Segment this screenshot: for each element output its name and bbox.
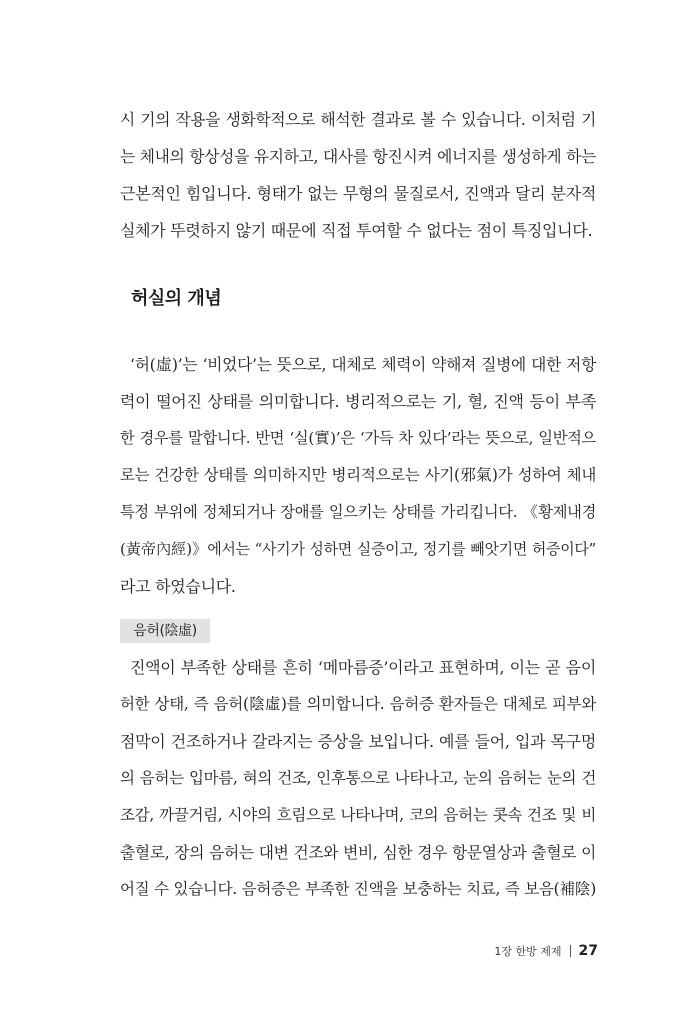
page-footer xyxy=(494,943,598,959)
paragraph-concept xyxy=(120,346,596,605)
text-line: (黃帝內經)》에서는 “사기가 성하면 실증이고, 정기를 빼앗기면 허증이다” xyxy=(120,540,596,558)
text-line: 출혈로, 장의 음허는 대변 건조와 변비, 심한 경우 항문열상과 출혈로 이 xyxy=(120,843,596,862)
text-line: 조감, 까끌거림, 시야의 흐림으로 나타나며, 코의 음허는 콧속 건조 및 비 xyxy=(120,806,596,824)
text-line: 시 기의 작용을 생화학적으로 해석한 결과로 볼 수 있습니다. 이처럼 기 xyxy=(120,110,596,129)
text-line: 라고 하였습니다. xyxy=(120,577,236,596)
section-heading: 허실의 개념 xyxy=(131,288,222,309)
text-line: 력이 떨어진 상태를 의미합니다. 병리적으로는 기, 혈, 진액 등이 부족 xyxy=(120,392,596,411)
text-line: 특정 부위에 정체되거나 장애를 일으키는 상태를 가리킵니다. 《황제내경 xyxy=(120,503,596,521)
text-line: 실체가 뚜렷하지 않기 때문에 직접 투여할 수 없다는 점이 특징입니다. xyxy=(120,221,593,240)
footer-divider xyxy=(570,945,571,957)
page-number: 27 xyxy=(578,943,598,959)
subsection-label: 음허(陰虛) xyxy=(120,619,210,643)
text-line: 의 음허는 입마름, 혀의 건조, 인후통으로 나타나고, 눈의 음허는 눈의 건 xyxy=(120,769,596,787)
chapter-title: 1장 한방 제제 xyxy=(494,945,562,958)
text-line: 한 경우를 말합니다. 반면 ‘실(實)’은 ‘가득 차 있다’라는 뜻으로, 일반적으 xyxy=(120,429,596,447)
text-line: 진액이 부족한 상태를 흔히 ‘메마름증’이라고 표현하며, 이는 곧 음이 xyxy=(130,658,596,677)
text-line: 로는 건강한 상태를 의미하지만 병리적으로는 사기(邪氣)가 성하여 체내 xyxy=(120,466,596,484)
text-line: 점막이 건조하거나 갈라지는 증상을 보입니다. 예를 들어, 입과 목구멍 xyxy=(120,732,596,751)
paragraph-yin-deficiency xyxy=(120,649,596,908)
text-line: 근본적인 힘입니다. 형태가 없는 무형의 물질로서, 진액과 달리 분자적 xyxy=(120,184,596,203)
text-line: 허한 상태, 즉 음허(陰虛)를 의미합니다. 음허증 환자들은 대체로 피부와 xyxy=(120,695,596,713)
text-line: 는 체내의 항상성을 유지하고, 대사를 항진시켜 에너지를 생성하게 하는 xyxy=(120,147,596,166)
paragraph-continuation xyxy=(120,101,596,249)
text-line: ‘허(虛)’는 ‘비었다’는 뜻으로, 대체로 체력이 약해져 질병에 대한 저항 xyxy=(130,355,596,374)
text-line: 어질 수 있습니다. 음허증은 부족한 진액을 보충하는 치료, 즉 보음(補陰) xyxy=(120,880,596,898)
